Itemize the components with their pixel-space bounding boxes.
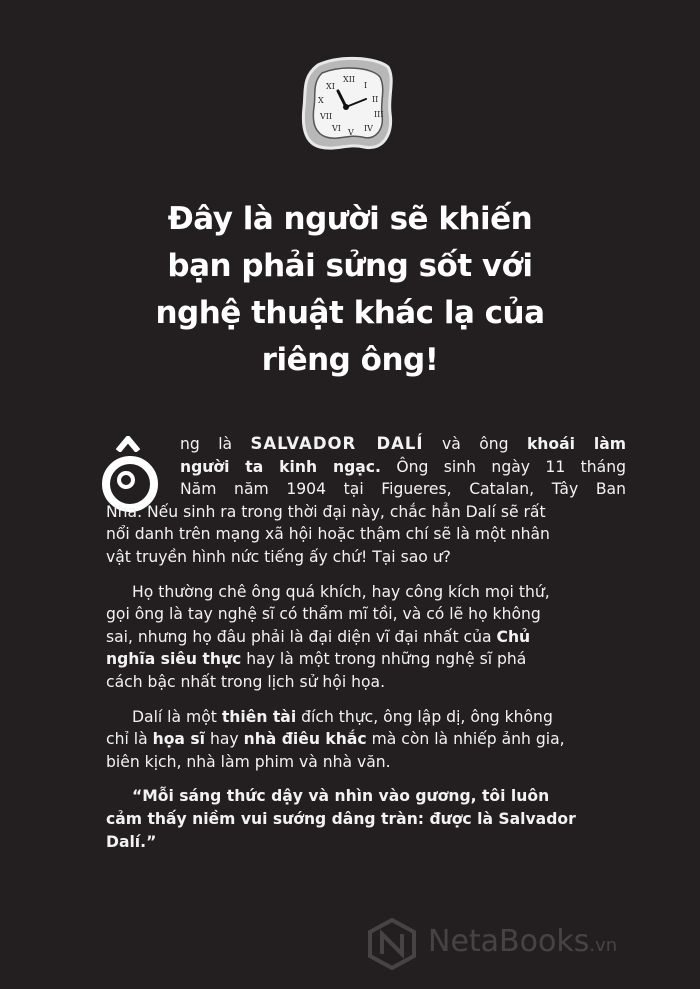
svg-text:II: II: [372, 95, 379, 104]
svg-text:XII: XII: [343, 75, 356, 84]
headline-line: bạn phải sửng sốt với: [167, 248, 533, 284]
svg-text:III: III: [374, 110, 384, 119]
text-line: Dalí là một thiên tài đích thực, ông lập dị, ông không: [132, 707, 553, 726]
text-line: biên kịch, nhà làm phim và nhà văn.: [106, 752, 391, 771]
svg-text:I: I: [364, 81, 368, 90]
text-line: Năm năm 1904 tại Figueres, Catalan, Tây Ban: [180, 480, 626, 499]
text-line: cách bậc nhất trong lịch sử hội họa.: [106, 672, 386, 691]
intro-paragraph: [106, 433, 626, 569]
second-paragraph: [106, 581, 626, 694]
text-line: gọi ông là tay nghệ sĩ có thẩm mĩ tồi, và có lẽ họ không: [106, 605, 541, 624]
quote-paragraph: [106, 785, 626, 853]
melting-clock-icon: [298, 55, 396, 155]
svg-text:X: X: [318, 96, 324, 105]
third-paragraph: [106, 706, 626, 774]
headline-line: riêng ông!: [261, 342, 439, 378]
text-line: Dalí.”: [106, 832, 157, 851]
text-line: “Mỗi sáng thức dậy và nhìn vào gương, tôi luôn: [132, 787, 550, 806]
text-line: chỉ là họa sĩ hay nhà điêu khắc mà còn là nhiếp ảnh gia,: [106, 730, 565, 749]
svg-text:IV: IV: [364, 124, 373, 133]
text-line: cảm thấy niềm vui sướng dâng tràn: được là Salvador: [106, 809, 576, 828]
text-line: Họ thường chê ông quá khích, hay công kích mọi thứ,: [132, 582, 550, 601]
headline-line: nghệ thuật khác lạ của: [155, 295, 545, 331]
artist-name: SALVADOR DALÍ: [250, 434, 424, 453]
svg-text:VII: VII: [320, 112, 333, 121]
article-body: [106, 433, 626, 853]
svg-text:XI: XI: [326, 82, 335, 91]
text-line: nổi danh trên mạng xã hội hoặc thậm chí sẽ là một nhân: [106, 525, 550, 544]
svg-text:VI: VI: [332, 124, 341, 133]
page-headline: [150, 196, 550, 384]
text-line: người ta kinh ngạc. Ông sinh ngày 11 tháng: [180, 457, 626, 476]
watermark: [366, 918, 696, 970]
headline-line: Đây là người sẽ khiến: [167, 201, 533, 237]
text-line: vật truyền hình nức tiếng ấy chứ! Tại sao ư?: [106, 547, 451, 566]
svg-text:V: V: [348, 128, 354, 137]
text-line: Nha. Nếu sinh ra trong thời đại này, chắc hẳn Dalí sẽ rất: [106, 502, 546, 521]
netabooks-logo-icon: [366, 918, 418, 970]
text-line: ng là SALVADOR DALÍ và ông khoái làm: [180, 434, 626, 453]
text-line: nghĩa siêu thực hay là một trong những nghệ sĩ phá: [106, 650, 527, 669]
watermark-text: NetaBooks.vn: [428, 924, 618, 959]
text-line: sai, nhưng họ đâu phải là đại diện vĩ đại nhất của Chủ: [106, 627, 531, 646]
